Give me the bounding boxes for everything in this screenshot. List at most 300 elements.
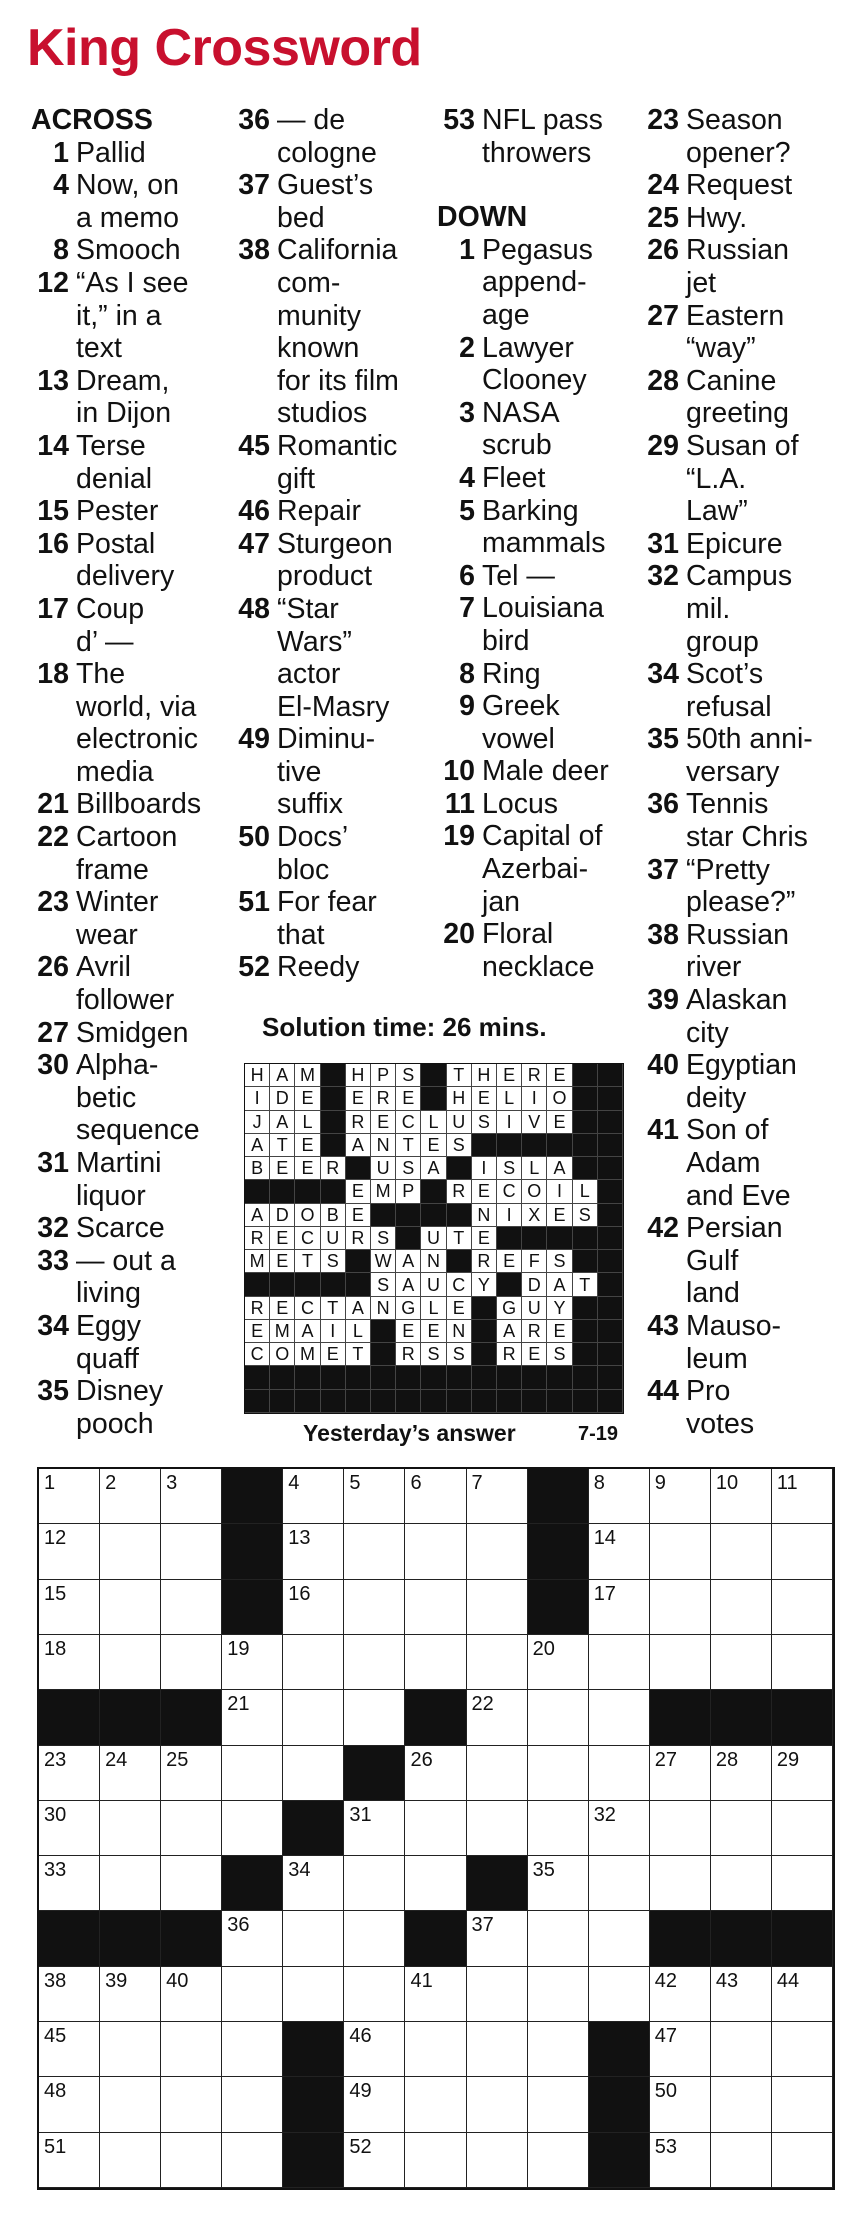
grid-cell[interactable]: [528, 1967, 589, 2022]
solution-cell: L: [421, 1297, 446, 1320]
grid-cell[interactable]: [39, 1746, 100, 1801]
solution-cell: E: [547, 1111, 572, 1134]
grid-cell[interactable]: [344, 1469, 405, 1524]
grid-cell[interactable]: [711, 2133, 772, 2188]
solution-block: [573, 1064, 598, 1087]
clue: [232, 886, 399, 951]
grid-cell[interactable]: [39, 1580, 100, 1635]
solution-cell: L: [522, 1157, 547, 1180]
cell-number: 6: [410, 1472, 422, 1494]
grid-cell[interactable]: [772, 1524, 833, 1579]
clue: [232, 593, 399, 723]
grid-cell[interactable]: [589, 1635, 650, 1690]
clue-number: 22: [37, 821, 69, 854]
clue-number: 31: [37, 1147, 69, 1179]
grid-cell[interactable]: [222, 1911, 283, 1966]
grid-cell[interactable]: [39, 1967, 100, 2022]
solution-cell: N: [371, 1134, 396, 1157]
grid-cell[interactable]: [222, 2022, 283, 2077]
grid-cell[interactable]: [39, 1524, 100, 1579]
solution-block: [396, 1227, 421, 1250]
grid-cell[interactable]: [711, 1856, 772, 1911]
grid-cell[interactable]: [405, 1801, 466, 1856]
grid-cell[interactable]: [222, 2133, 283, 2188]
solution-cell: S: [447, 1134, 472, 1157]
grid-cell[interactable]: [100, 2133, 161, 2188]
clue-number: 3: [459, 396, 475, 429]
solution-cell: T: [346, 1343, 371, 1366]
clue: [31, 1245, 201, 1310]
cell-number: 10: [715, 1472, 739, 1494]
solution-block: [270, 1180, 295, 1203]
solution-block: [371, 1390, 396, 1413]
grid-cell[interactable]: [589, 1801, 650, 1856]
grid-cell[interactable]: [650, 2022, 711, 2077]
grid-cell[interactable]: [100, 1967, 161, 2022]
clue-column-1: [31, 104, 201, 1440]
grid-cell[interactable]: [405, 2077, 466, 2132]
solution-cell: E: [295, 1087, 320, 1110]
solution-block: [497, 1134, 522, 1157]
grid-cell[interactable]: [772, 2133, 833, 2188]
grid-cell[interactable]: [405, 1746, 466, 1801]
grid-cell[interactable]: [528, 2133, 589, 2188]
solution-block: [472, 1320, 497, 1343]
grid-cell[interactable]: [283, 1856, 344, 1911]
grid-cell[interactable]: [772, 1967, 833, 2022]
cell-number: 25: [166, 1748, 189, 1771]
grid-cell[interactable]: [344, 1690, 405, 1745]
clue-text: Hwy.: [686, 201, 748, 234]
grid-cell[interactable]: [650, 1524, 711, 1579]
solution-block: [346, 1250, 371, 1273]
grid-cell[interactable]: [405, 1967, 466, 2022]
solution-cell: S: [371, 1273, 396, 1296]
solution-cell: E: [447, 1297, 472, 1320]
solution-cell: B: [321, 1204, 346, 1227]
grid-cell[interactable]: [405, 1580, 466, 1635]
solution-cell: I: [245, 1087, 270, 1110]
grid-cell[interactable]: [39, 2133, 100, 2188]
grid-cell[interactable]: [711, 2022, 772, 2077]
solution-cell: L: [295, 1111, 320, 1134]
grid-cell[interactable]: [528, 1635, 589, 1690]
grid-cell[interactable]: [589, 1469, 650, 1524]
clue-text: Season opener?: [686, 104, 791, 169]
grid-block: [650, 1690, 711, 1745]
grid-cell[interactable]: [222, 1746, 283, 1801]
grid-cell[interactable]: [589, 1690, 650, 1745]
solution-cell: R: [447, 1180, 472, 1203]
grid-cell[interactable]: [711, 1746, 772, 1801]
grid-cell[interactable]: [772, 1801, 833, 1856]
grid-cell[interactable]: [650, 1801, 711, 1856]
clue-text: “Star Wars” actor El-Masry: [277, 592, 390, 723]
solution-title: Solution time: 26 mins.: [262, 1012, 547, 1042]
solution-block: [573, 1134, 598, 1157]
grid-block: [405, 1911, 466, 1966]
grid-cell[interactable]: [283, 1690, 344, 1745]
grid-cell[interactable]: [772, 1469, 833, 1524]
grid-cell[interactable]: [650, 1856, 711, 1911]
clue: [232, 951, 399, 984]
clue-text: Romantic gift: [277, 429, 398, 495]
grid-cell[interactable]: [161, 1856, 222, 1911]
clue-number: 6: [459, 559, 475, 592]
grid-cell[interactable]: [650, 2077, 711, 2132]
grid-cell[interactable]: [39, 2077, 100, 2132]
clue-text: Pro votes: [686, 1375, 755, 1440]
grid-block: [161, 1911, 222, 1966]
solution-cell: S: [573, 1204, 598, 1227]
solution-block: [396, 1390, 421, 1413]
grid-cell[interactable]: [344, 2077, 405, 2132]
grid-cell[interactable]: [344, 1524, 405, 1579]
grid-cell[interactable]: [222, 1690, 283, 1745]
grid-cell[interactable]: [405, 1635, 466, 1690]
solution-cell: R: [245, 1227, 270, 1250]
solution-block: [547, 1366, 572, 1389]
grid-cell[interactable]: [283, 1967, 344, 2022]
clue: [31, 1375, 201, 1440]
grid-cell[interactable]: [589, 1911, 650, 1966]
grid-cell[interactable]: [467, 1580, 528, 1635]
grid-cell[interactable]: [100, 1469, 161, 1524]
clue-number: 35: [37, 1375, 69, 1408]
solution-block: [547, 1390, 572, 1413]
solution-grid: [244, 1063, 624, 1414]
grid-cell[interactable]: [405, 1856, 466, 1911]
solution-block: [573, 1343, 598, 1366]
grid-cell[interactable]: [100, 1801, 161, 1856]
grid-cell[interactable]: [589, 1580, 650, 1635]
clue-number: 35: [647, 723, 679, 756]
grid-block: [39, 1690, 100, 1745]
clue-number: 16: [37, 527, 69, 560]
cell-number: 4: [288, 1472, 300, 1494]
grid-cell[interactable]: [283, 1911, 344, 1966]
grid-cell[interactable]: [344, 1635, 405, 1690]
grid-cell[interactable]: [589, 1746, 650, 1801]
grid-cell[interactable]: [161, 1967, 222, 2022]
grid-cell[interactable]: [772, 2077, 833, 2132]
grid-cell[interactable]: [161, 1635, 222, 1690]
solution-cell: U: [371, 1157, 396, 1180]
grid-cell[interactable]: [405, 1469, 466, 1524]
clue: [31, 234, 201, 267]
crossword-grid[interactable]: [37, 1467, 835, 2190]
grid-cell[interactable]: [528, 1911, 589, 1966]
grid-cell[interactable]: [283, 1469, 344, 1524]
solution-cell: J: [245, 1111, 270, 1134]
grid-cell[interactable]: [283, 1524, 344, 1579]
grid-cell[interactable]: [161, 1746, 222, 1801]
grid-cell[interactable]: [589, 1856, 650, 1911]
solution-cell: S: [321, 1250, 346, 1273]
clue-text: Barking mammals: [482, 494, 606, 560]
solution-block: [598, 1297, 623, 1320]
grid-cell[interactable]: [589, 1524, 650, 1579]
clue: [641, 430, 813, 528]
grid-cell[interactable]: [467, 2077, 528, 2132]
grid-block: [283, 2022, 344, 2077]
clue-text: Tel —: [482, 559, 555, 592]
solution-cell: T: [396, 1134, 421, 1157]
clue-number: 15: [37, 495, 69, 528]
clue-number: 10: [443, 755, 475, 788]
solution-block: [497, 1227, 522, 1250]
clue-number: 36: [647, 788, 679, 821]
grid-cell[interactable]: [161, 2133, 222, 2188]
grid-cell[interactable]: [467, 1911, 528, 1966]
grid-cell[interactable]: [772, 1635, 833, 1690]
clue-text: NFL pass throwers: [482, 104, 603, 169]
solution-block: [522, 1366, 547, 1389]
grid-cell[interactable]: [467, 1524, 528, 1579]
grid-cell[interactable]: [100, 1635, 161, 1690]
grid-cell[interactable]: [161, 1580, 222, 1635]
solution-cell: A: [245, 1134, 270, 1157]
solution-cell: A: [346, 1134, 371, 1157]
grid-cell[interactable]: [161, 2022, 222, 2077]
clue-number: 23: [37, 886, 69, 919]
solution-block: [573, 1390, 598, 1413]
cell-number: 41: [410, 1969, 433, 1992]
solution-cell: Y: [547, 1297, 572, 1320]
grid-cell[interactable]: [405, 2133, 466, 2188]
grid-cell[interactable]: [222, 1967, 283, 2022]
grid-cell[interactable]: [100, 2077, 161, 2132]
clue-text: Postal delivery: [76, 527, 175, 593]
solution-cell: T: [321, 1297, 346, 1320]
solution-block: [547, 1134, 572, 1157]
clue: [641, 723, 813, 788]
grid-cell[interactable]: [772, 1856, 833, 1911]
solution-cell: U: [421, 1227, 446, 1250]
grid-cell[interactable]: [161, 2077, 222, 2132]
grid-cell[interactable]: [467, 2133, 528, 2188]
clue-text: Egyptian deity: [686, 1049, 797, 1114]
grid-cell[interactable]: [711, 1967, 772, 2022]
clue-number: 30: [37, 1049, 69, 1082]
grid-cell[interactable]: [650, 1967, 711, 2022]
grid-cell[interactable]: [711, 1580, 772, 1635]
grid-cell[interactable]: [222, 2077, 283, 2132]
grid-cell[interactable]: [283, 1635, 344, 1690]
cell-number: 15: [44, 1582, 67, 1605]
grid-cell[interactable]: [528, 1746, 589, 1801]
grid-block: [222, 1580, 283, 1635]
grid-cell[interactable]: [650, 1580, 711, 1635]
clue-text: NASA scrub: [482, 396, 560, 462]
solution-cell: S: [547, 1343, 572, 1366]
grid-cell[interactable]: [772, 2022, 833, 2077]
clue: [232, 821, 399, 886]
cell-number: 29: [776, 1748, 800, 1771]
grid-cell[interactable]: [100, 1524, 161, 1579]
clue-text: Russian jet: [686, 234, 789, 299]
clue-text: Greek vowel: [482, 690, 560, 755]
solution-block: [447, 1250, 472, 1273]
cell-number: 14: [593, 1527, 616, 1550]
solution-block: [497, 1273, 522, 1296]
clue-text: Pegasus append- age: [482, 233, 593, 331]
clue-number: 23: [647, 104, 679, 136]
grid-cell[interactable]: [528, 1690, 589, 1745]
solution-cell: S: [497, 1157, 522, 1180]
solution-cell: O: [522, 1180, 547, 1203]
clue-number: 13: [37, 364, 69, 397]
clue: [232, 528, 399, 593]
grid-cell[interactable]: [528, 2077, 589, 2132]
grid-cell[interactable]: [344, 1580, 405, 1635]
clue: [641, 1049, 813, 1114]
clue: [31, 137, 201, 170]
solution-cell: H: [245, 1064, 270, 1087]
solution-block: [346, 1366, 371, 1389]
grid-cell[interactable]: [39, 1635, 100, 1690]
solution-block: [396, 1366, 421, 1389]
grid-cell[interactable]: [100, 1580, 161, 1635]
grid-cell[interactable]: [467, 1469, 528, 1524]
grid-cell[interactable]: [39, 1469, 100, 1524]
grid-cell[interactable]: [344, 1911, 405, 1966]
solution-cell: S: [396, 1064, 421, 1087]
solution-cell: D: [270, 1204, 295, 1227]
clue-text: Fleet: [482, 461, 546, 494]
grid-cell[interactable]: [467, 1801, 528, 1856]
clue-text: “As I see it,” in a text: [76, 266, 189, 365]
clue-text: Tennis star Chris: [686, 788, 808, 854]
grid-cell[interactable]: [344, 2022, 405, 2077]
grid-cell[interactable]: [222, 1801, 283, 1856]
grid-cell[interactable]: [528, 1801, 589, 1856]
grid-cell[interactable]: [161, 1469, 222, 1524]
solution-cell: E: [321, 1343, 346, 1366]
grid-cell[interactable]: [650, 1635, 711, 1690]
grid-block: [589, 2022, 650, 2077]
solution-cell: E: [346, 1087, 371, 1110]
clue-text: Eggy quaff: [76, 1309, 141, 1375]
grid-cell[interactable]: [405, 2022, 466, 2077]
solution-cell: M: [295, 1343, 320, 1366]
clue-text: California com- munity known for its film studios: [277, 234, 399, 430]
clue-text: Terse denial: [76, 429, 153, 495]
grid-cell[interactable]: [100, 2022, 161, 2077]
grid-cell[interactable]: [711, 1801, 772, 1856]
solution-block: [598, 1343, 623, 1366]
grid-cell[interactable]: [650, 1469, 711, 1524]
grid-block: [467, 1856, 528, 1911]
grid-cell[interactable]: [100, 1746, 161, 1801]
grid-cell[interactable]: [711, 1524, 772, 1579]
solution-block: [245, 1390, 270, 1413]
clue: [641, 1114, 813, 1212]
grid-cell[interactable]: [405, 1524, 466, 1579]
grid-cell[interactable]: [161, 1524, 222, 1579]
grid-cell[interactable]: [222, 1635, 283, 1690]
grid-cell[interactable]: [344, 2133, 405, 2188]
clue-text: The world, via electronic media: [76, 658, 198, 788]
clue: [641, 528, 813, 561]
grid-cell[interactable]: [772, 1746, 833, 1801]
grid-cell[interactable]: [772, 1580, 833, 1635]
solution-cell: S: [472, 1111, 497, 1134]
clue: [437, 820, 609, 918]
clue: [31, 1310, 201, 1375]
clue-text: Scot’s refusal: [686, 658, 772, 723]
grid-cell[interactable]: [467, 1746, 528, 1801]
clue: [641, 1375, 813, 1440]
grid-cell[interactable]: [528, 2022, 589, 2077]
solution-block: [421, 1087, 446, 1110]
grid-cell[interactable]: [344, 1856, 405, 1911]
grid-block: [39, 1911, 100, 1966]
clue: [641, 788, 813, 853]
clue-number: 8: [53, 234, 69, 267]
grid-cell[interactable]: [711, 1469, 772, 1524]
grid-cell[interactable]: [467, 2022, 528, 2077]
grid-cell[interactable]: [100, 1856, 161, 1911]
clue-number: 33: [37, 1244, 69, 1277]
clue-number: 17: [37, 592, 69, 625]
solution-block: [270, 1366, 295, 1389]
grid-cell[interactable]: [711, 2077, 772, 2132]
cell-number: 1: [44, 1472, 56, 1494]
cell-number: 7: [471, 1472, 483, 1494]
clue-number: 48: [238, 592, 270, 625]
solution-block: [598, 1366, 623, 1389]
clue-text: Eastern “way”: [686, 299, 785, 365]
clue-text: Son of Adam and Eve: [686, 1114, 791, 1212]
clue-number: 47: [238, 527, 270, 560]
grid-cell[interactable]: [650, 1746, 711, 1801]
solution-block: [321, 1111, 346, 1134]
grid-cell[interactable]: [467, 1967, 528, 2022]
grid-cell[interactable]: [283, 1746, 344, 1801]
grid-block: [589, 2077, 650, 2132]
clue-text: Coup d’ —: [76, 592, 145, 658]
clue: [641, 365, 813, 430]
clue-text: Cartoon frame: [76, 821, 178, 886]
solution-cell: G: [497, 1297, 522, 1320]
grid-cell[interactable]: [39, 1856, 100, 1911]
grid-cell[interactable]: [39, 1801, 100, 1856]
grid-cell[interactable]: [589, 1967, 650, 2022]
grid-cell[interactable]: [344, 1801, 405, 1856]
solution-block: [421, 1204, 446, 1227]
grid-block: [283, 2077, 344, 2132]
grid-cell[interactable]: [344, 1967, 405, 2022]
clue: [31, 169, 201, 234]
grid-cell[interactable]: [528, 1856, 589, 1911]
grid-block: [100, 1911, 161, 1966]
solution-cell: R: [497, 1343, 522, 1366]
clue: [641, 234, 813, 299]
grid-cell[interactable]: [467, 1690, 528, 1745]
solution-block: [321, 1180, 346, 1203]
solution-block: [295, 1366, 320, 1389]
grid-cell[interactable]: [650, 2133, 711, 2188]
grid-cell[interactable]: [467, 1635, 528, 1690]
grid-cell[interactable]: [711, 1635, 772, 1690]
solution-block: [295, 1180, 320, 1203]
grid-cell[interactable]: [283, 1580, 344, 1635]
grid-cell[interactable]: [161, 1801, 222, 1856]
solution-block: [371, 1343, 396, 1366]
grid-cell[interactable]: [39, 2022, 100, 2077]
clue-number: 29: [647, 429, 679, 462]
